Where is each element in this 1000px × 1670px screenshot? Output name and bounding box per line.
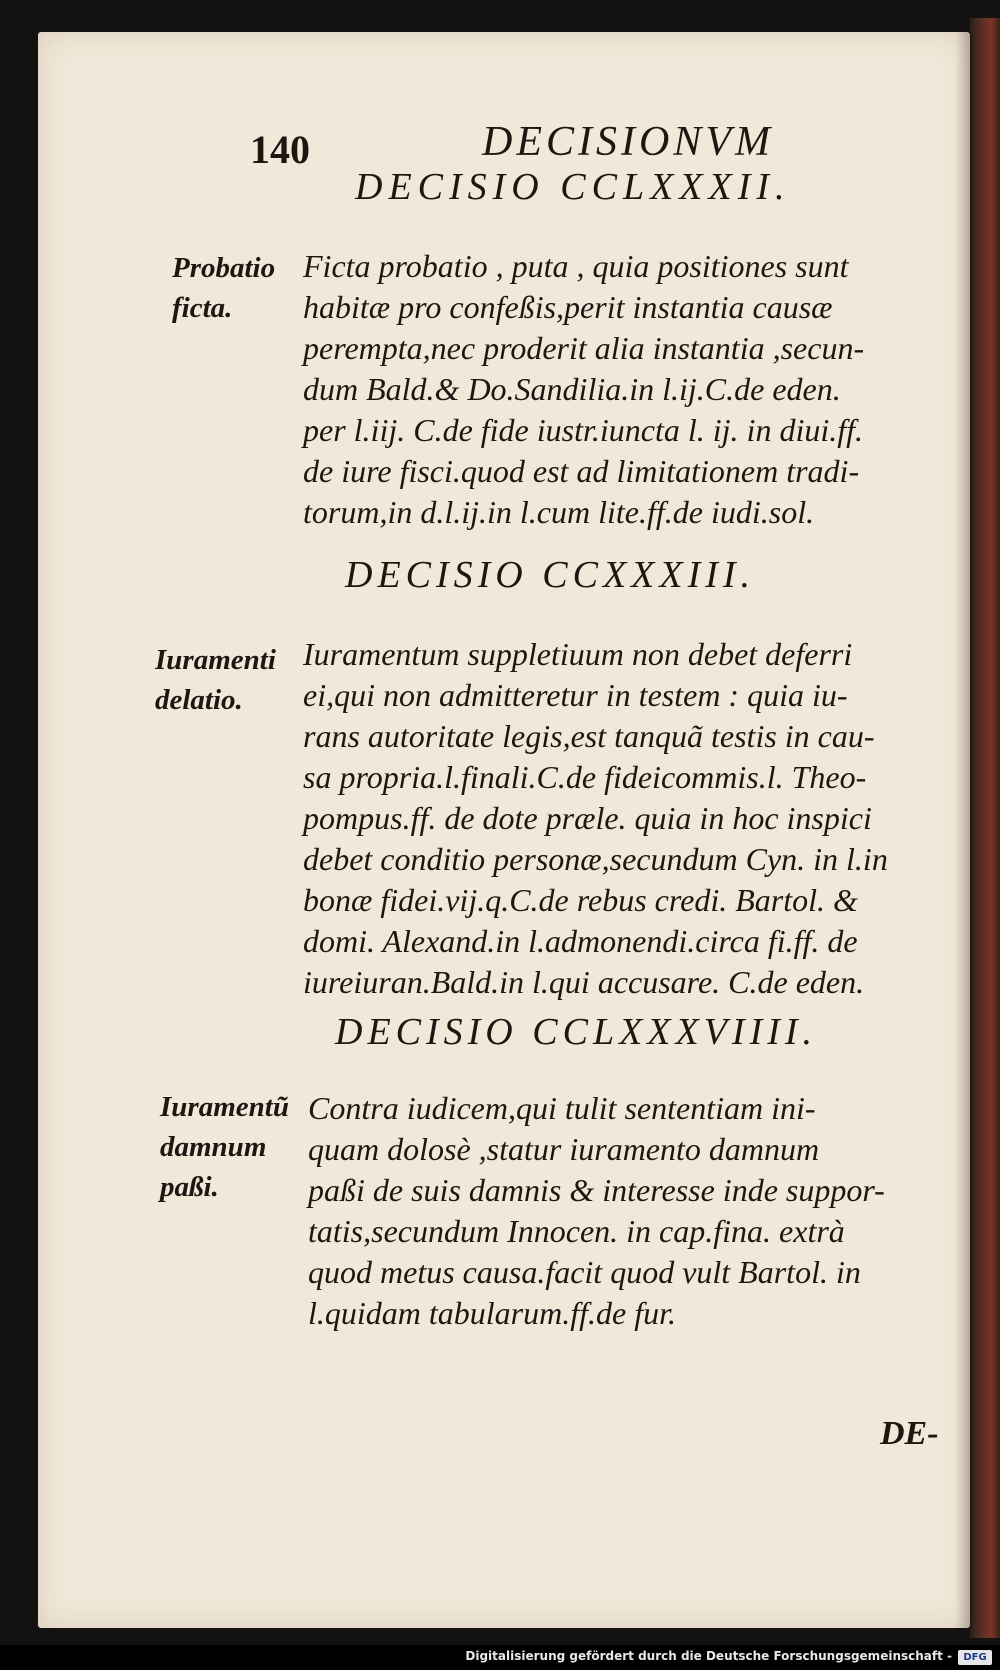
margin-note-line: Iuramentũ	[160, 1091, 289, 1123]
page-gutter-shadow	[955, 32, 972, 1628]
text-line: Contra iudicem,qui tulit sententiam ini-	[308, 1090, 816, 1126]
margin-note-line: damnum	[160, 1131, 267, 1163]
text-line: tatis,secundum Innocen. in cap.fina. extrà	[308, 1213, 845, 1249]
text-line: habitæ pro confeßis,perit instantia causæ	[303, 289, 833, 325]
text-line: per l.iij. C.de fide iustr.iuncta l. ij. in diui.ff.	[303, 412, 863, 448]
text-line: quod metus causa.facit quod vult Bartol. in	[308, 1254, 861, 1290]
margin-note	[155, 640, 276, 720]
footer-bar	[0, 1645, 1000, 1670]
page-number: 140	[250, 127, 310, 172]
text-line: bonæ fidei.vij.q.C.de rebus credi. Bartol. &	[303, 882, 858, 918]
margin-note	[172, 248, 275, 328]
text-line: ei,qui non admitteretur in testem : quia iu-	[303, 677, 848, 713]
text-line: pompus.ff. de dote præle. quia in hoc inspici	[303, 800, 872, 836]
footer-credit: Digitalisierung gefördert durch die Deutsche Forschungsgemeinschaft -	[465, 1649, 952, 1663]
dfg-logo-icon: DFG	[958, 1650, 992, 1665]
decision-text	[303, 246, 864, 533]
margin-note-line: Iuramenti	[155, 644, 276, 676]
text-line: torum,in d.l.ij.in l.cum lite.ff.de iudi.sol.	[303, 494, 815, 530]
margin-note-line: Probatio	[172, 252, 276, 284]
text-line: perempta,nec proderit alia instantia ,secun-	[303, 330, 865, 366]
decision-text	[303, 634, 888, 1003]
text-line: sa propria.l.finali.C.de fideicommis.l. Theo-	[303, 759, 867, 795]
text-line: rans autoritate legis,est tanquã testis in cau-	[303, 718, 875, 754]
catchword: DE-	[880, 1415, 939, 1452]
book-edge	[970, 18, 1000, 1638]
decision-heading: DECISIO CCLXXXII.	[355, 166, 791, 208]
text-line: l.quidam tabularum.ff.de fur.	[308, 1295, 677, 1331]
margin-note-line: delatio.	[155, 684, 243, 716]
margin-note	[160, 1087, 289, 1207]
margin-note-line: paßi.	[160, 1171, 219, 1203]
running-head: DECISIONVM	[482, 119, 774, 165]
text-line: Iuramentum suppletiuum non debet deferri	[303, 636, 853, 672]
text-line: iureiuran.Bald.in l.qui accusare. C.de eden.	[303, 964, 865, 1000]
decision-text	[308, 1088, 885, 1334]
text-line: paßi de suis damnis & interesse inde suppor-	[308, 1172, 885, 1208]
text-line: domi. Alexand.in l.admonendi.circa fi.ff. de	[303, 923, 858, 959]
decision-heading: DECISIO CCLXXXVIIII.	[335, 1011, 818, 1053]
text-line: Ficta probatio , puta , quia positiones sunt	[303, 248, 849, 284]
text-line: quam dolosè ,statur iuramento damnum	[308, 1131, 820, 1167]
text-line: de iure fisci.quod est ad limitationem tradi-	[303, 453, 860, 489]
margin-note-line: ficta.	[172, 292, 233, 324]
decision-heading: DECISIO CCXXXIII.	[345, 554, 756, 596]
text-line: debet conditio personæ,secundum Cyn. in l.in	[303, 841, 888, 877]
text-line: dum Bald.& Do.Sandilia.in l.ij.C.de eden.	[303, 371, 841, 407]
